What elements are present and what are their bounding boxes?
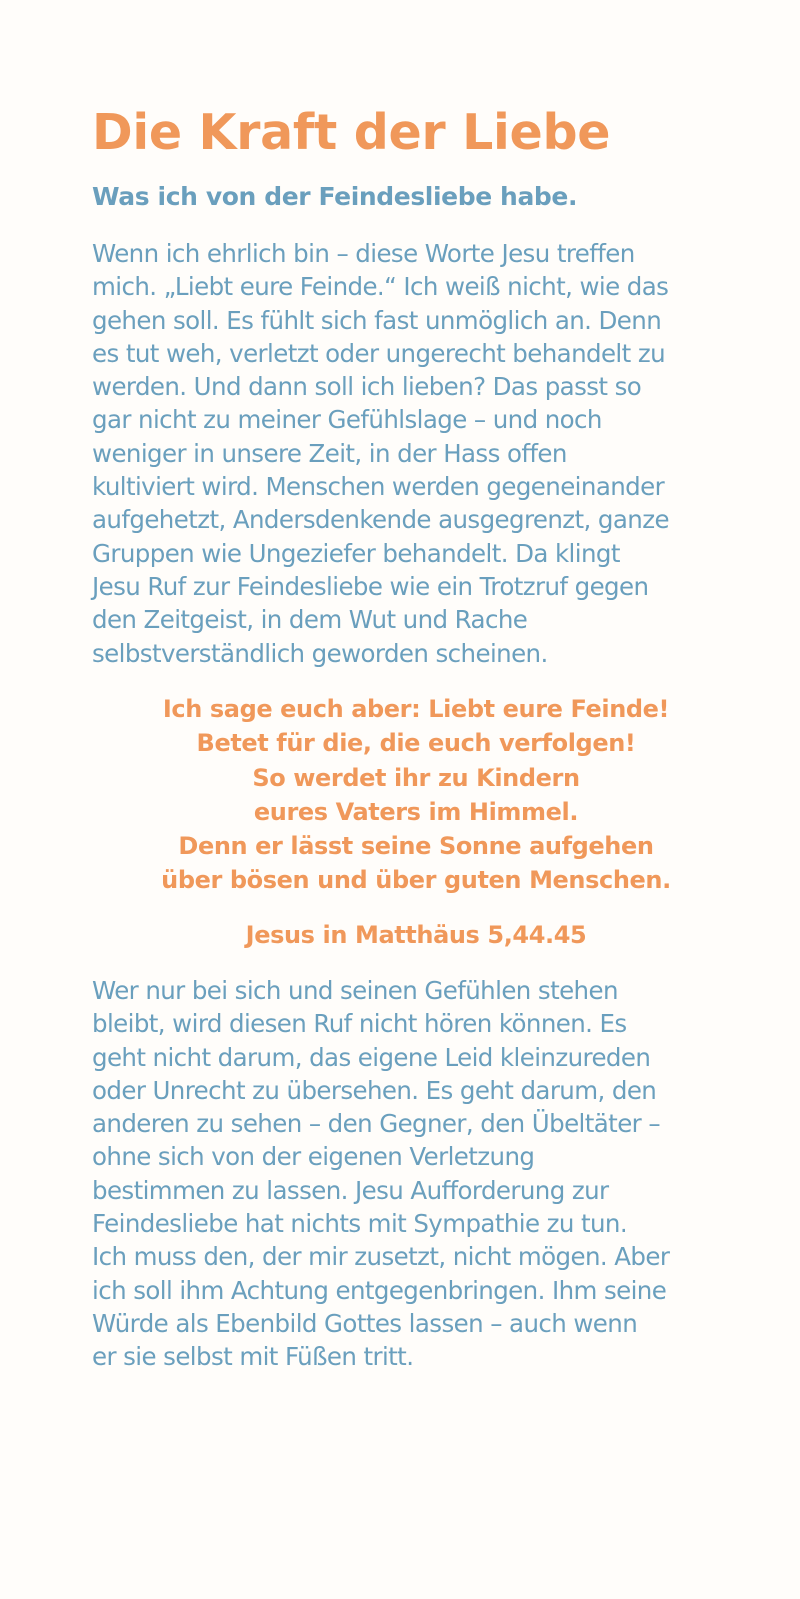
paragraph-line: werden. Und dann soll ich lieben? Das passt so xyxy=(92,372,642,402)
paragraph-line: anderen zu sehen – den Gegner, den Übeltäter – xyxy=(92,1109,660,1139)
paragraph-line: gehen soll. Es fühlt sich fast unmöglich an. Denn xyxy=(92,305,662,335)
paragraph-line: er sie selbst mit Füßen tritt. xyxy=(92,1342,414,1372)
paragraph-line: bestimmen zu lassen. Jesu Aufforderung zur xyxy=(92,1175,609,1205)
quote-line: eures Vaters im Himmel. xyxy=(253,797,579,826)
paragraph-line: Wenn ich ehrlich bin – diese Worte Jesu treffen xyxy=(92,239,635,268)
paragraph-line: es tut weh, verletzt oder ungerecht behandelt zu xyxy=(92,338,666,368)
paragraph-line: geht nicht darum, das eigene Leid kleinzureden xyxy=(92,1042,651,1072)
paragraph-line: aufgehetzt, Andersdenkende ausgegrenzt, ganze xyxy=(92,505,669,535)
page-title: Die Kraft der Liebe xyxy=(92,104,611,161)
paragraph-line: gar nicht zu meiner Gefühlslage – und noch xyxy=(92,405,602,435)
paragraph-line: ich soll ihm Achtung entgegenbringen. Ihm seine xyxy=(92,1275,667,1305)
paragraph-line: Feindesliebe hat nichts mit Sympathie zu tun. xyxy=(92,1209,628,1239)
paragraph-2 xyxy=(92,974,752,1374)
paragraph-line: mich. „Liebt eure Feinde.“ Ich weiß nicht, wie das xyxy=(92,272,669,302)
quote-line: So werdet ihr zu Kindern xyxy=(252,763,580,792)
paragraph-line: bleibt, wird diesen Ruf nicht hören können. Es xyxy=(92,1009,627,1039)
quote-line: Denn er lässt seine Sonne aufgehen xyxy=(178,832,654,861)
paragraph-line: oder Unrecht zu übersehen. Es geht darum, den xyxy=(92,1075,657,1105)
paragraph-line: den Zeitgeist, in dem Wut und Rache xyxy=(92,605,528,635)
paragraph-line: kultiviert wird. Menschen werden gegeneinander xyxy=(92,472,665,502)
paragraph-line: Ich muss den, der mir zusetzt, nicht mögen. Aber xyxy=(92,1242,670,1272)
paragraph-1 xyxy=(92,237,752,670)
paragraph-line: weniger in unsere Zeit, in der Hass offen xyxy=(92,438,567,468)
paragraph-line: selbstverständlich geworden scheinen. xyxy=(92,638,548,668)
paragraph-line: Würde als Ebenbild Gottes lassen – auch wenn xyxy=(92,1308,638,1338)
quote-line: Ich sage euch aber: Liebt eure Feinde! xyxy=(162,695,670,723)
quote-line: über bösen und über guten Menschen. xyxy=(161,866,671,895)
paragraph-line: Gruppen wie Ungeziefer behandelt. Da klingt xyxy=(92,538,620,568)
subtitle: Was ich von der Feindesliebe habe. xyxy=(92,182,578,211)
paragraph-line: ohne sich von der eigenen Verletzung xyxy=(92,1142,535,1172)
quote-source: Jesus in Matthäus 5,44.45 xyxy=(245,921,587,949)
paragraph-line: Wer nur bei sich und seinen Gefühlen stehen xyxy=(92,976,618,1005)
quote-line: Betet für die, die euch verfolgen! xyxy=(196,729,636,758)
paragraph-line: Jesu Ruf zur Feindesliebe wie ein Trotzruf gegen xyxy=(92,571,649,601)
bible-quote xyxy=(92,692,740,898)
